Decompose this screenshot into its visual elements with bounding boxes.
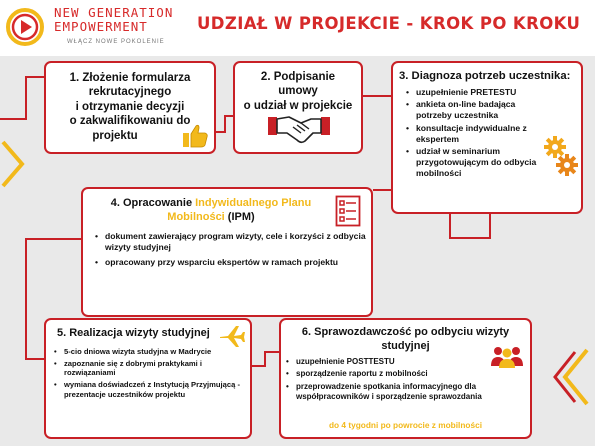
list-item: • dokument zawierający program wizyty, cele i korzyści z odbycia wizyty studyjnej xyxy=(105,231,371,254)
airplane-icon xyxy=(218,323,246,349)
list-item: • uzupełnienie PRETESTU xyxy=(416,87,581,98)
header xyxy=(0,0,595,56)
step-4-box xyxy=(81,187,373,317)
step-3-box xyxy=(391,61,583,214)
step-6-box xyxy=(279,318,532,439)
list-item: • sporządzenie raportu z mobilności xyxy=(296,369,530,380)
list-item: • udział w seminarium przygotowującym do odbycia mobilności xyxy=(416,146,581,180)
step-1-box xyxy=(44,61,216,154)
chevron-decoration-right xyxy=(537,346,593,408)
handshake-icon xyxy=(267,107,331,147)
step-6-note: do 4 tygodni po powrocie z mobilności xyxy=(328,420,483,430)
step-5-box xyxy=(44,318,252,439)
list-item: • uzupełnienie POSTTESTU xyxy=(296,357,530,368)
logo-text-line1: NEW GENERATION xyxy=(54,5,174,20)
step-4-title: 4. Opracowanie Indywidualnego Planu Mobilności (IPM) xyxy=(110,197,312,223)
list-item: • 5-cio dniowa wizyta studyjna w Madrycie xyxy=(64,347,250,357)
play-logo-icon xyxy=(5,7,45,47)
step-2-box xyxy=(233,61,363,154)
list-item: • wymiana doświadczeń z Instytucją Przyjmującą - prezentacje uczestników projektu xyxy=(64,380,250,400)
chevron-decoration-left xyxy=(0,138,26,190)
step-4-list xyxy=(83,231,371,269)
gears-icon xyxy=(543,135,579,177)
step-6-title: 6. Sprawozdawczość po odbyciu wizyty studyjnej xyxy=(301,326,510,352)
step-5-title: 5. Realizacja wizyty studyjnej xyxy=(57,327,210,339)
list-item: • konsultacje indywidualne z ekspertem xyxy=(416,123,581,145)
people-icon xyxy=(489,344,525,368)
list-item: • opracowany przy wsparciu ekspertów w ramach projektu xyxy=(105,257,371,269)
step-1-title: 1. Złożenie formularza rekrutacyjnego i otrzymanie decyzji o zakwalifikowaniu do projektu xyxy=(69,72,191,142)
step-2-title: 2. Podpisanie umowy o udział w projekcie xyxy=(243,71,353,112)
thumbs-up-icon xyxy=(181,123,209,149)
page-title: UDZIAŁ W PROJEKCIE - KROK PO KROKU xyxy=(197,14,581,33)
document-icon xyxy=(335,195,361,227)
logo-tagline: WŁĄCZ NOWE POKOLENIE xyxy=(67,39,165,45)
list-item: • zapoznanie się z dobrymi praktykami i rozwiązaniami xyxy=(64,359,250,379)
list-item: • ankieta on-line badająca potrzeby uczestnika xyxy=(416,99,581,121)
logo-text-line2: EMPOWERMENT xyxy=(54,19,148,34)
step-3-title: 3. Diagnoza potrzeb uczestnika: xyxy=(399,70,571,82)
list-item: • przeprowadzenie spotkania informacyjnego dla współpracowników i sporządzenie sprawozdania xyxy=(296,382,530,403)
step-5-list xyxy=(46,347,250,400)
